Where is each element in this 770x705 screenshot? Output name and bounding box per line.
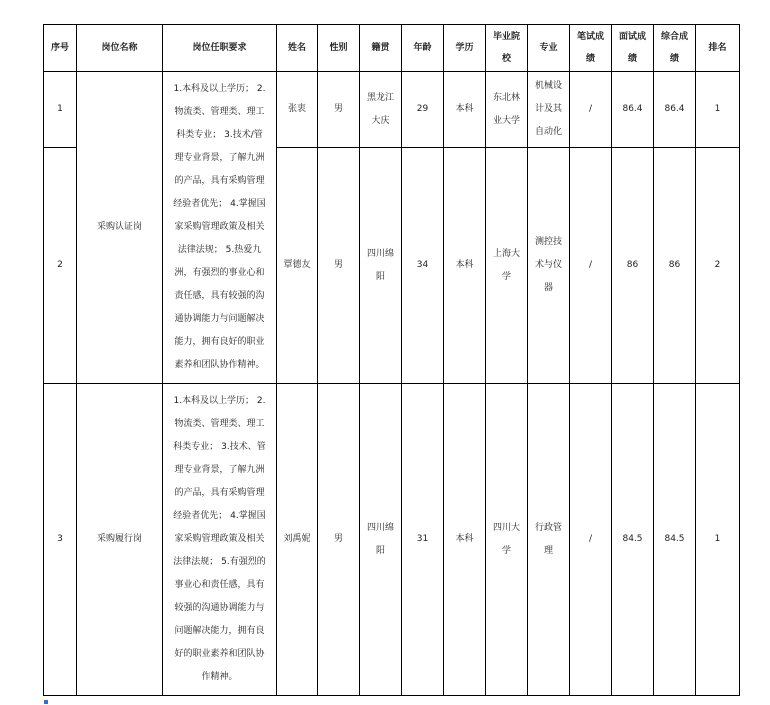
cell-interview-score: 84.5 <box>612 384 654 696</box>
header-row <box>44 25 740 72</box>
requirement-line: 理专业背景，了解九洲 <box>174 465 265 475</box>
cell-written-score: / <box>570 384 612 696</box>
cell-rank: 1 <box>696 72 740 148</box>
requirement-line: 通协调能力与问题解决 <box>174 314 265 324</box>
cell-degree: 本科 <box>444 384 486 696</box>
header-age: 年龄 <box>402 25 444 72</box>
requirement-line: 作精神。 <box>201 672 238 682</box>
header-total-score: 综合成绩 <box>654 25 696 72</box>
header-school: 毕业院校 <box>486 25 528 72</box>
header-origin: 籍贯 <box>360 25 402 72</box>
cell-written-score: / <box>570 148 612 384</box>
requirement-line: 科类专业； 3.技术、管 <box>173 442 266 452</box>
requirement-line: 法律法规； 5.有强烈的 <box>173 557 266 567</box>
requirement-line: 家采购管理政策及相关 <box>174 534 265 544</box>
cell-rank: 1 <box>696 384 740 696</box>
cell-name: 刘禹妮 <box>277 384 318 696</box>
requirement-line: 问题解决能力，拥有良 <box>174 626 265 636</box>
cell-rank: 2 <box>696 148 740 384</box>
header-requirements: 岗位任职要求 <box>163 25 277 72</box>
cell-gender: 男 <box>318 384 360 696</box>
cell-no: 2 <box>44 148 77 384</box>
requirement-line: 经验者优先； 4.掌握国 <box>173 199 266 209</box>
cell-no: 3 <box>44 384 77 696</box>
requirement-line: 责任感，具有较强的沟 <box>174 291 265 301</box>
recruitment-table <box>43 24 740 696</box>
cell-total-score: 86 <box>654 148 696 384</box>
cell-position-name: 采购认证岗 <box>77 72 163 384</box>
header-position-name: 岗位名称 <box>77 25 163 72</box>
cell-origin: 四川绵阳 <box>360 384 402 696</box>
requirement-line: 1.本科及以上学历； 2. <box>173 396 266 406</box>
cell-major: 测控技术与仪器 <box>528 148 570 384</box>
cell-name: 覃德友 <box>277 148 318 384</box>
cell-school: 上海大学 <box>486 148 528 384</box>
cell-age: 34 <box>402 148 444 384</box>
cell-requirements <box>163 384 277 696</box>
cell-age: 29 <box>402 72 444 148</box>
cell-major: 行政管理 <box>528 384 570 696</box>
cell-written-score: / <box>570 72 612 148</box>
cell-total-score: 84.5 <box>654 384 696 696</box>
cell-degree: 本科 <box>444 72 486 148</box>
requirement-line: 洲，有强烈的事业心和 <box>174 268 265 278</box>
text-cursor-marker <box>44 700 48 704</box>
header-major: 专业 <box>528 25 570 72</box>
header-no: 序号 <box>44 25 77 72</box>
cell-major: 机械设计及其自动化 <box>528 72 570 148</box>
cell-no: 1 <box>44 72 77 148</box>
cell-origin: 四川绵阳 <box>360 148 402 384</box>
requirement-line: 科类专业； 3.技术/管 <box>176 130 263 140</box>
table-row <box>44 72 740 148</box>
header-rank: 排名 <box>696 25 740 72</box>
requirement-line: 素养和团队协作精神。 <box>174 360 265 370</box>
cell-school: 东北林业大学 <box>486 72 528 148</box>
cell-requirements <box>163 72 277 384</box>
header-interview-score: 面试成绩 <box>612 25 654 72</box>
cell-age: 31 <box>402 384 444 696</box>
requirement-line: 家采购管理政策及相关 <box>174 222 265 232</box>
requirement-line: 好的职业素养和团队协 <box>174 649 265 659</box>
table-row <box>44 384 740 696</box>
cell-degree: 本科 <box>444 148 486 384</box>
cell-interview-score: 86.4 <box>612 72 654 148</box>
cell-position-name: 采购履行岗 <box>77 384 163 696</box>
cell-school: 四川大学 <box>486 384 528 696</box>
requirement-line: 的产品，具有采购管理 <box>174 488 265 498</box>
header-degree: 学历 <box>444 25 486 72</box>
cell-total-score: 86.4 <box>654 72 696 148</box>
requirement-line: 的产品，具有采购管理 <box>174 176 265 186</box>
requirement-line: 理专业背景，了解九洲 <box>174 153 265 163</box>
requirement-line: 物流类、管理类、理工 <box>174 107 265 117</box>
cell-interview-score: 86 <box>612 148 654 384</box>
cell-gender: 男 <box>318 72 360 148</box>
requirement-line: 能力，拥有良好的职业 <box>174 337 265 347</box>
cell-name: 张衷 <box>277 72 318 148</box>
requirement-line: 物流类、管理类、理工 <box>174 419 265 429</box>
requirement-line: 法律法规； 5.热爱九 <box>177 245 262 255</box>
header-name: 姓名 <box>277 25 318 72</box>
requirement-line: 较强的沟通协调能力与 <box>174 603 265 613</box>
requirement-line: 1.本科及以上学历； 2. <box>173 84 266 94</box>
cell-gender: 男 <box>318 148 360 384</box>
requirement-line: 事业心和责任感，具有 <box>174 580 265 590</box>
requirement-line: 经验者优先； 4.掌握国 <box>173 511 266 521</box>
header-written-score: 笔试成绩 <box>570 25 612 72</box>
cell-origin: 黑龙江大庆 <box>360 72 402 148</box>
header-gender: 性别 <box>318 25 360 72</box>
